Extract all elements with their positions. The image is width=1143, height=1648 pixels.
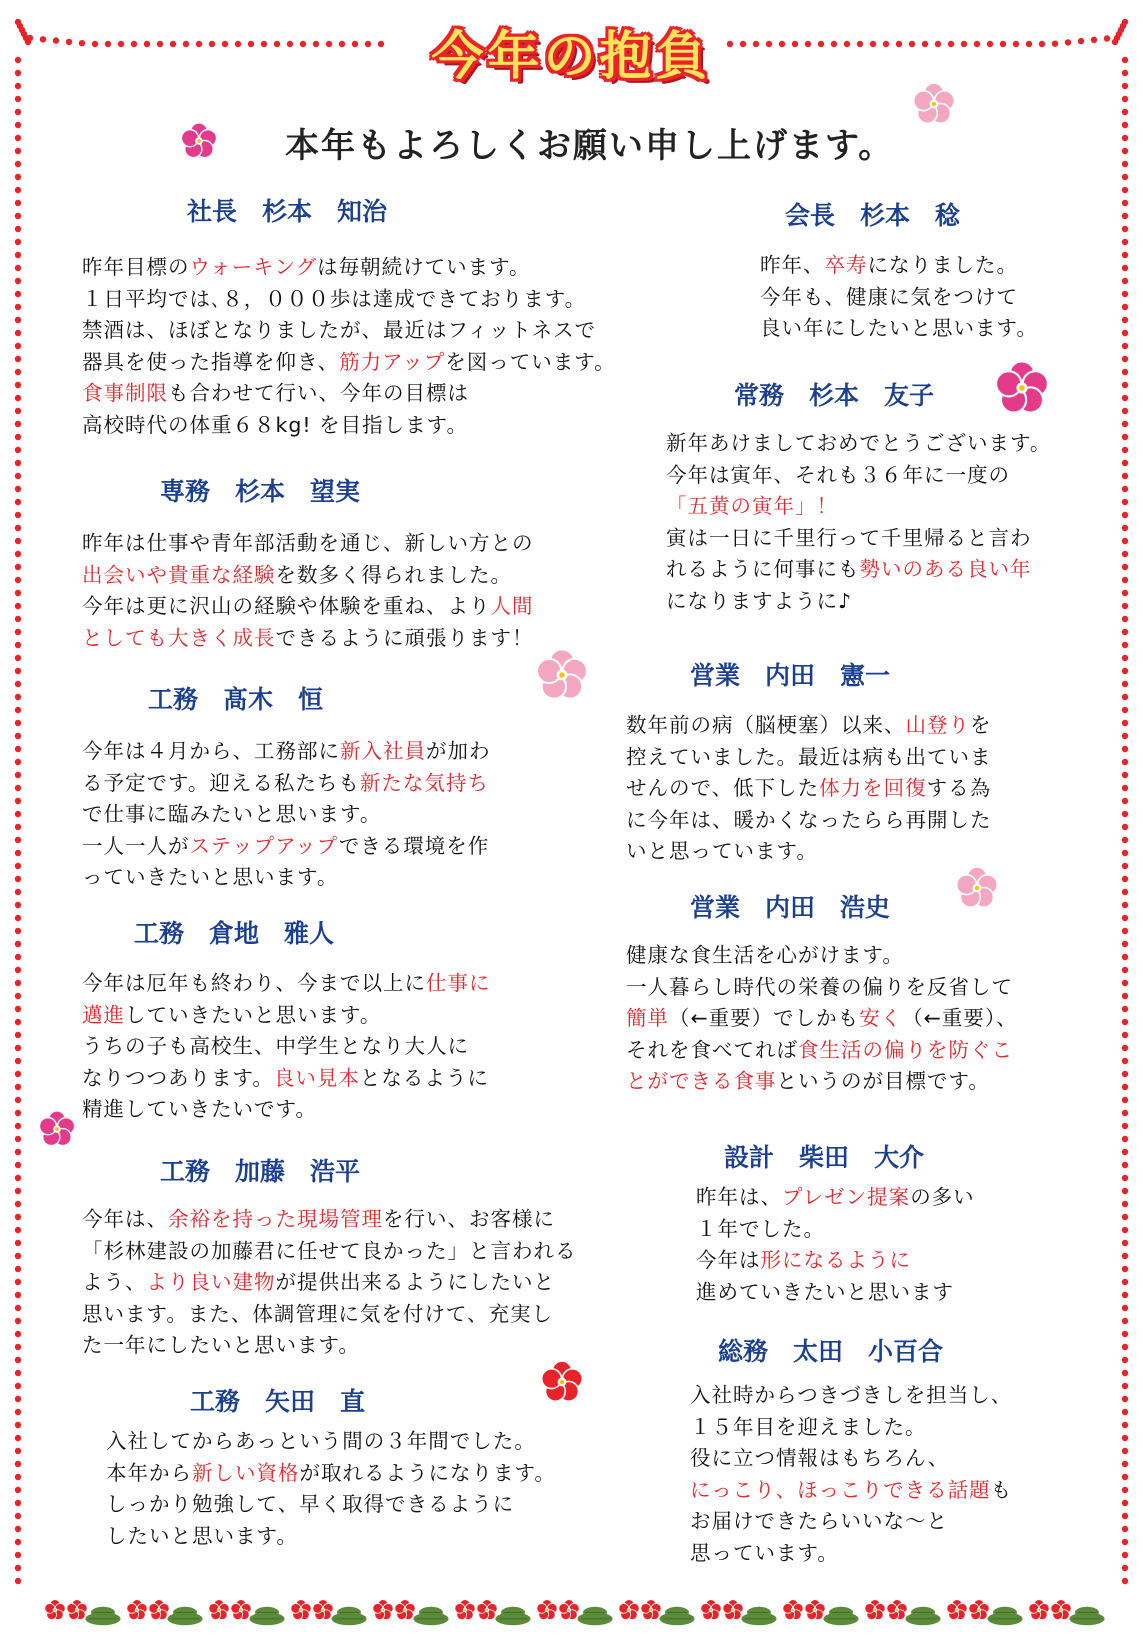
message-line — [626, 773, 992, 805]
plum-blossom-icon — [537, 1600, 557, 1620]
message-body — [760, 250, 1038, 345]
plum-blossom-icon — [1051, 1600, 1071, 1620]
plum-blossom-icon — [701, 1600, 721, 1620]
section-construction-yada — [106, 1382, 556, 1552]
plum-blossom-icon — [291, 1600, 311, 1620]
message-line — [82, 284, 616, 316]
body-text: も合わせて行い、今年の目標は — [168, 381, 469, 405]
body-text: 「杉林建設の加藤君に任せて良かった」と言われる — [82, 1238, 577, 1263]
message-line — [82, 1094, 491, 1126]
highlight-text: 勢いのある良い年 — [859, 557, 1032, 581]
pine-icon — [577, 1607, 612, 1625]
message-body — [626, 710, 992, 868]
message-body — [82, 528, 534, 654]
pine-icon — [249, 1607, 284, 1625]
plum-blossom-icon — [947, 1600, 967, 1620]
page-title: 今年の抱負 — [431, 27, 712, 87]
section-senior-director — [82, 472, 534, 654]
message-line — [626, 1066, 1018, 1098]
pine-icon — [987, 1607, 1022, 1625]
plum-blossom-icon — [994, 360, 1050, 416]
body-text: で仕事に臨みたいと思います。 — [82, 802, 382, 826]
highlight-text: とができる食事 — [626, 1069, 777, 1093]
message-line — [82, 1063, 491, 1095]
message-line — [82, 315, 616, 347]
message-line — [666, 586, 1051, 618]
body-text: を行い、お客様に — [383, 1207, 555, 1231]
message-line — [666, 460, 1051, 492]
body-text: れるように何事にも — [666, 557, 860, 581]
message-line — [106, 1489, 556, 1521]
body-text: 今年は — [696, 1248, 761, 1272]
plum-blossom-icon — [865, 1600, 885, 1620]
body-text: 寅は一日に千里行って千里帰ると言わ — [666, 525, 1032, 550]
message-line — [82, 862, 491, 894]
body-text: っていきたいと思います。 — [82, 865, 339, 889]
plum-blossom-icon — [619, 1600, 639, 1620]
highlight-text: 仕事に — [426, 971, 491, 995]
pine-icon — [495, 1607, 530, 1625]
bottom-decoration — [35, 1590, 1110, 1630]
plum-blossom-icon — [783, 1600, 803, 1620]
message-line — [626, 710, 992, 742]
body-text: 本年から — [106, 1460, 192, 1485]
highlight-text: ステップアップ — [189, 833, 339, 858]
message-body — [696, 1182, 975, 1308]
body-text: 思います。また、体調管理に気を付けて、充実し — [82, 1301, 553, 1326]
message-line — [82, 1204, 577, 1236]
person-name: 工務 加藤 浩平 — [160, 1157, 361, 1186]
body-text: 一人一人が — [82, 833, 190, 858]
message-body — [690, 1380, 1012, 1569]
body-text: お届けできたらいいな～と — [690, 1509, 948, 1533]
highlight-text: プレゼン提案 — [782, 1185, 911, 1209]
body-text: は毎朝続けています。 — [317, 255, 531, 279]
message-line — [82, 528, 534, 560]
section-general-affairs-ota — [690, 1332, 1012, 1569]
highlight-text: 良い見本 — [273, 1065, 360, 1090]
plum-blossom-icon — [180, 122, 218, 160]
highlight-text: 新しい資格 — [192, 1460, 300, 1485]
body-text: それを食べてれば — [626, 1037, 798, 1062]
body-text: したいと思います。 — [106, 1523, 298, 1548]
body-text: 新年あけましておめでとうございます。 — [666, 431, 1052, 455]
pine-icon — [905, 1607, 940, 1625]
person-name: 専務 杉本 望実 — [160, 477, 361, 506]
body-text: た一年にしたいと思います。 — [82, 1333, 360, 1357]
plum-blossom-icon — [955, 866, 999, 910]
body-text: を図っています。 — [445, 349, 616, 374]
body-text: の多い — [910, 1185, 975, 1209]
body-text: （←重要）、 — [902, 1006, 1018, 1030]
message-line — [82, 1031, 491, 1063]
plum-blossom-icon — [455, 1600, 475, 1620]
body-text: 昨年目標の — [82, 255, 190, 279]
body-text: 数年前の病（脳梗塞）以来、 — [626, 713, 906, 737]
person-name: 工務 矢田 直 — [190, 1387, 366, 1416]
person-name: 常務 杉本 友子 — [734, 381, 935, 410]
highlight-text: 出会いや貴重な経験 — [82, 562, 276, 587]
body-text: １５年目を迎えました。 — [690, 1414, 927, 1439]
highlight-text: より良い建物 — [146, 1270, 276, 1294]
plum-blossom-icon — [477, 1600, 497, 1620]
message-line — [626, 836, 992, 868]
message-line — [82, 831, 491, 863]
body-text: うちの子も高校生、中学生となり大人に — [82, 1034, 469, 1058]
highlight-text: ウォーキング — [189, 255, 318, 279]
pine-icon — [1069, 1607, 1104, 1625]
body-text: する為 — [926, 776, 992, 800]
body-text: 今年は、 — [82, 1207, 168, 1231]
body-text: なりつつあります。 — [82, 1065, 274, 1090]
body-text: していきたいと思います。 — [125, 1002, 382, 1027]
message-line — [666, 523, 1051, 555]
section-chairman — [760, 196, 1038, 345]
body-text: 昨年は仕事や青年部活動を通じ、新しい方との — [82, 531, 534, 555]
body-text: １日平均では､８，０００歩は達成できております。 — [82, 286, 587, 311]
highlight-text: 邁進 — [82, 1002, 125, 1027]
message-body — [106, 1426, 556, 1552]
plum-blossom-icon — [887, 1600, 907, 1620]
plum-blossom-icon — [231, 1600, 251, 1620]
plum-blossom-icon — [45, 1600, 65, 1620]
message-line — [106, 1521, 556, 1553]
person-name: 工務 倉地 雅人 — [134, 919, 335, 948]
highlight-text: 筋力アップ — [339, 349, 446, 374]
body-text: 今年は更に沢山の経験や体験を重ね、より — [82, 594, 491, 618]
person-name: 設計 柴田 大介 — [724, 1143, 925, 1172]
message-body — [626, 940, 1018, 1098]
section-construction-kurachi — [82, 914, 491, 1126]
body-text: できるように頑張ります！ — [275, 625, 534, 650]
body-text: できる環境を作 — [338, 833, 490, 858]
body-text: る予定です。迎える私たちも — [82, 770, 360, 795]
message-line — [82, 1267, 577, 1299]
person-name: 営業 内田 憲一 — [690, 661, 891, 690]
highlight-text: にっこり、ほっこりできる話題 — [690, 1477, 991, 1502]
message-line — [82, 768, 491, 800]
plum-blossom-icon — [559, 1600, 579, 1620]
person-name: 会長 杉本 稔 — [785, 201, 961, 230]
highlight-text: 卒寿 — [824, 253, 868, 277]
body-text: 高校時代の体重６８kg! を目指します。 — [82, 412, 468, 437]
message-line — [106, 1458, 556, 1490]
body-text: 健康な食生活を心がけます。 — [626, 943, 904, 967]
body-text: いと思っています。 — [626, 839, 818, 863]
message-line — [82, 1330, 577, 1362]
message-line — [690, 1443, 1012, 1475]
message-line — [626, 805, 992, 837]
highlight-text: 形になるように — [760, 1248, 911, 1272]
section-construction-takagi — [82, 680, 491, 894]
body-text: というのが目標です。 — [776, 1069, 990, 1093]
section-sales-uchida-hiroshi — [626, 888, 1018, 1098]
body-text: 今年は厄年も終わり、今まで以上に — [82, 971, 426, 995]
message-line — [626, 1003, 1018, 1035]
message-line — [82, 378, 616, 410]
pine-icon — [823, 1607, 858, 1625]
section-sales-uchida-kenichi — [626, 656, 992, 868]
highlight-text: 食事制限 — [82, 381, 168, 405]
highlight-text: 余裕を持った現場管理 — [168, 1207, 383, 1231]
body-text: も — [990, 1477, 1013, 1502]
plum-blossom-icon — [535, 648, 589, 702]
body-text: を数多く得られました。 — [275, 562, 512, 587]
highlight-text: 新たな気持ち — [359, 770, 489, 795]
body-text: になりますように♪ — [666, 588, 853, 613]
body-text: 今年は４月から、工務部に — [82, 739, 340, 763]
body-text: せんので、低下した — [626, 776, 820, 800]
message-line — [82, 623, 534, 655]
body-text: 一人暮らし時代の栄養の偏りを反省して — [626, 974, 1013, 999]
pine-icon — [659, 1607, 694, 1625]
body-text: （←重要）でしかも — [669, 1006, 860, 1030]
plum-blossom-icon — [641, 1600, 661, 1620]
plum-blossom-icon — [805, 1600, 825, 1620]
body-text: に今年は、暖かくなったらら再開した — [626, 807, 992, 832]
plum-blossom-icon — [1029, 1600, 1049, 1620]
pine-icon — [331, 1607, 366, 1625]
body-text: 進めていきたいと思います — [696, 1279, 954, 1304]
highlight-text: 人間 — [490, 594, 534, 618]
message-line — [690, 1380, 1012, 1412]
message-line — [626, 972, 1018, 1004]
message-line — [82, 1299, 577, 1331]
message-line — [696, 1277, 975, 1309]
message-line — [82, 560, 534, 592]
person-name: 工務 髙木 恒 — [148, 685, 324, 714]
highlight-text: 新入社員 — [340, 739, 426, 763]
message-line — [666, 428, 1051, 460]
person-name: 営業 内田 浩史 — [690, 893, 891, 922]
body-text: しっかり勉強して、早く取得できるように — [106, 1492, 515, 1516]
pine-icon — [85, 1607, 120, 1625]
body-text: 禁酒は、ほぼとなりましたが、最近はフィットネスで — [82, 318, 597, 342]
message-line — [696, 1182, 975, 1214]
message-line — [106, 1426, 556, 1458]
body-text: 役に立つ情報はもちろん、 — [690, 1446, 950, 1470]
message-line — [82, 252, 616, 284]
highlight-text: 簡単 — [626, 1006, 669, 1030]
section-design-shibata — [696, 1138, 975, 1308]
message-body — [82, 1204, 577, 1362]
message-line — [82, 1236, 577, 1268]
message-line — [626, 1035, 1018, 1067]
body-text: 思っています。 — [690, 1540, 839, 1565]
body-text: 今年も、健康に気をつけて — [760, 284, 1018, 309]
plum-blossom-icon — [67, 1600, 87, 1620]
body-text: が取れるようになります。 — [299, 1460, 556, 1485]
plum-blossom-icon — [313, 1600, 333, 1620]
message-line — [690, 1506, 1012, 1538]
highlight-text: 山登り — [905, 713, 970, 737]
message-line — [760, 282, 1038, 314]
body-text: 今年は寅年、それも３６年に一度の — [666, 462, 1010, 487]
body-text: 良い年にしたいと思います。 — [760, 316, 1038, 340]
message-body — [82, 252, 616, 441]
body-text: となるように — [359, 1065, 489, 1090]
pine-icon — [413, 1607, 448, 1625]
message-line — [690, 1475, 1012, 1507]
person-name: 社長 杉本 知治 — [187, 197, 388, 226]
body-text: になりました。 — [867, 253, 1018, 277]
message-line — [82, 799, 491, 831]
message-line — [626, 742, 992, 774]
plum-blossom-icon — [912, 82, 956, 126]
body-text: 入社時からつきづきしを担当し、 — [690, 1383, 1013, 1407]
message-body — [666, 428, 1051, 617]
person-name: 総務 太田 小百合 — [718, 1337, 944, 1366]
plum-blossom-icon — [540, 1360, 584, 1404]
message-line — [82, 736, 491, 768]
highlight-text: としても大きく成長 — [82, 625, 276, 650]
body-text: 入社してからあっという間の３年間でした。 — [106, 1429, 536, 1453]
message-line — [82, 347, 616, 379]
message-line — [626, 940, 1018, 972]
message-line — [690, 1412, 1012, 1444]
message-body — [82, 736, 491, 894]
plum-blossom-icon — [969, 1600, 989, 1620]
plum-blossom-icon — [373, 1600, 393, 1620]
body-text: 控えていました。最近は病も出ていま — [626, 744, 992, 769]
body-text: を — [970, 713, 992, 737]
page-subtitle: 本年もよろしくお願い申し上げます。 — [285, 126, 895, 166]
highlight-text: 体力を回復 — [819, 776, 927, 800]
message-line — [696, 1214, 975, 1246]
pine-icon — [167, 1607, 202, 1625]
plum-blossom-icon — [127, 1600, 147, 1620]
body-text: よう、 — [82, 1270, 147, 1294]
highlight-text: 安く — [859, 1006, 903, 1030]
message-line — [666, 491, 1051, 523]
plum-blossom-icon — [149, 1600, 169, 1620]
message-line — [82, 591, 534, 623]
section-president — [82, 192, 616, 441]
body-text: 精進していきたいです。 — [82, 1097, 317, 1121]
message-line — [760, 250, 1038, 282]
message-line — [690, 1538, 1012, 1570]
plum-blossom-icon — [395, 1600, 415, 1620]
pine-icon — [741, 1607, 776, 1625]
body-text: 器具を使った指導を仰き、 — [82, 349, 340, 374]
message-line — [760, 313, 1038, 345]
message-line — [82, 410, 616, 442]
message-line — [666, 554, 1051, 586]
body-text: が提供出来るようにしたいと — [275, 1270, 555, 1294]
highlight-text: 「五黄の寅年」！ — [666, 494, 838, 518]
plum-blossom-icon — [723, 1600, 743, 1620]
plum-blossom-icon — [38, 1110, 76, 1148]
section-construction-kato — [82, 1152, 577, 1362]
body-text: が加わ — [426, 739, 491, 763]
message-body — [82, 968, 491, 1126]
body-text: 昨年、 — [760, 253, 825, 277]
body-text: 昨年は、 — [696, 1185, 782, 1209]
message-line — [696, 1245, 975, 1277]
body-text: １年でした。 — [696, 1216, 825, 1241]
plum-blossom-icon — [209, 1600, 229, 1620]
message-line — [82, 1000, 491, 1032]
highlight-text: 食生活の偏りを防ぐこ — [798, 1037, 1013, 1062]
message-line — [82, 968, 491, 1000]
